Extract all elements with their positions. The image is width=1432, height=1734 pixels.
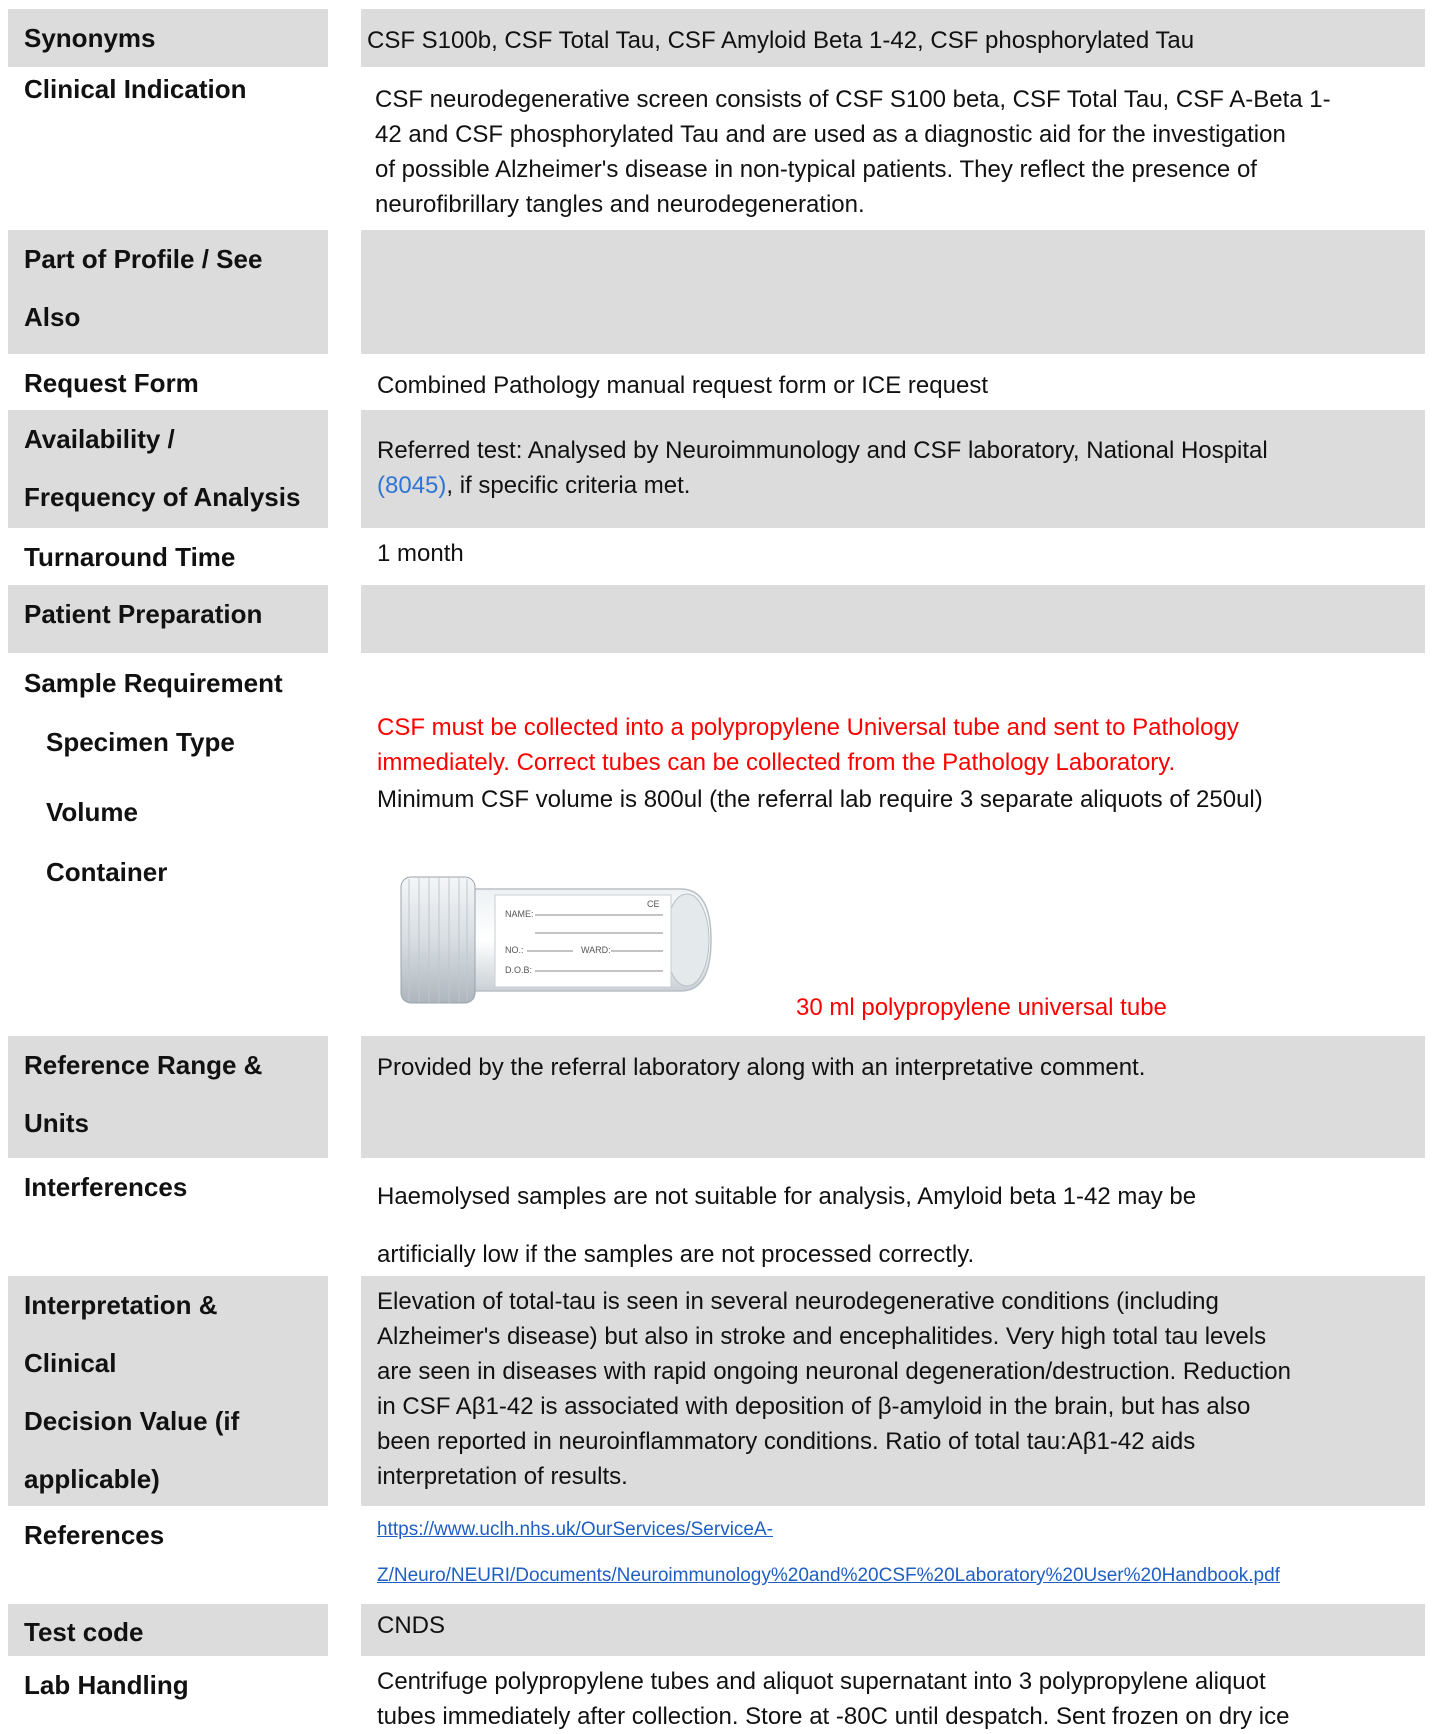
tube-label-ward: WARD: [581, 945, 611, 955]
interferences-line: artificially low if the samples are not processed correctly. [377, 1241, 975, 1268]
label-availability-line: Frequency of Analysis [24, 482, 301, 512]
lab-handling-line: tubes immediately after collection. Store at -80C until despatch. Sent frozen on dry ice [377, 1703, 1290, 1730]
label-references: References [24, 1520, 165, 1550]
row-turnaround [0, 528, 1432, 584]
tube-label-name: NAME: [505, 909, 534, 919]
value-profile [361, 230, 1425, 354]
value-lab-handling [361, 1664, 1425, 1734]
label-interpretation-line: Interpretation & [24, 1290, 218, 1320]
row-references [0, 1506, 1432, 1600]
value-patient-preparation [361, 585, 1425, 653]
lab-code-link[interactable]: (8045) [377, 472, 447, 499]
value-interpretation [361, 1276, 1425, 1506]
row-test-code [0, 1604, 1432, 1656]
reference-url-link[interactable]: https://www.uclh.nhs.uk/OurServices/ServiceA- [377, 1519, 773, 1540]
label-interpretation [8, 1276, 328, 1506]
label-test-code: Test code [8, 1604, 328, 1656]
availability-line: Referred test: Analysed by Neuroimmunology and CSF laboratory, National Hospital [377, 437, 1268, 464]
label-interpretation-line: applicable) [24, 1464, 160, 1494]
clinical-indication-line: 42 and CSF phosphorylated Tau and are used as a diagnostic aid for the investigation [375, 121, 1286, 148]
label-sample-requirement: Sample Requirement [24, 668, 283, 698]
value-test-code: CNDS [361, 1604, 1425, 1656]
specimen-type-line: immediately. Correct tubes can be collected from the Pathology Laboratory. [377, 749, 1176, 776]
row-availability [0, 410, 1432, 528]
label-profile [8, 230, 328, 354]
label-interpretation-line: Decision Value (if [24, 1406, 240, 1436]
interpretation-line: are seen in diseases with rapid ongoing neuronal degeneration/destruction. Reduction [377, 1358, 1291, 1385]
clinical-indication-line: of possible Alzheimer's disease in non-typical patients. They reflect the presence of [375, 156, 1257, 183]
clinical-indication-line: CSF neurodegenerative screen consists of CSF S100 beta, CSF Total Tau, CSF A-Beta 1- [375, 86, 1331, 113]
row-patient-preparation [0, 585, 1432, 653]
value-references [361, 1510, 1425, 1594]
label-reference-range-line: Reference Range & [24, 1050, 263, 1080]
label-interpretation-line: Clinical [24, 1348, 117, 1378]
specimen-type-line: CSF must be collected into a polypropylene Universal tube and sent to Pathology [377, 714, 1239, 741]
availability-line-rest: , if specific criteria met. [446, 472, 691, 499]
label-profile-line: Also [24, 302, 81, 332]
label-volume: Volume [46, 797, 138, 827]
row-synonyms [0, 9, 1432, 67]
label-clinical-indication: Clinical Indication [24, 74, 247, 104]
row-lab-handling [0, 1656, 1432, 1730]
label-lab-handling: Lab Handling [24, 1670, 189, 1700]
row-interpretation [0, 1276, 1432, 1506]
value-turnaround: 1 month [377, 540, 464, 567]
label-availability-line: Availability / [24, 424, 175, 454]
row-clinical-indication [0, 67, 1432, 227]
value-clinical-indication [361, 82, 1425, 222]
row-sample-requirement [0, 653, 1432, 1036]
label-container: Container [46, 857, 168, 887]
interpretation-line: in CSF Aβ1-42 is associated with deposition of β-amyloid in the brain, but has also [377, 1393, 1251, 1420]
tube-caption: 30 ml polypropylene universal tube [796, 994, 1167, 1021]
value-specimen-type [361, 710, 1425, 780]
clinical-indication-line: neurofibrillary tangles and neurodegeneration. [375, 191, 865, 218]
value-reference-range: Provided by the referral laboratory along with an interpretative comment. [361, 1036, 1425, 1158]
tube-label-no: NO.: [505, 945, 524, 955]
label-specimen-type: Specimen Type [46, 727, 235, 757]
row-profile [0, 230, 1432, 354]
label-request-form: Request Form [24, 368, 199, 398]
row-interferences [0, 1158, 1432, 1276]
label-availability [8, 410, 328, 528]
reference-url-link[interactable]: Z/Neuro/NEURI/Documents/Neuroimmunology%20and%20CSF%20Laboratory%20User%20Handbook.pdf [377, 1565, 1280, 1586]
label-interferences: Interferences [24, 1172, 188, 1202]
label-profile-line: Part of Profile / See [24, 244, 263, 274]
label-patient-preparation: Patient Preparation [8, 585, 328, 653]
universal-tube-image [395, 865, 715, 1015]
row-request-form [0, 354, 1432, 410]
label-reference-range-line: Units [24, 1108, 89, 1138]
interpretation-line: been reported in neuroinflammatory conditions. Ratio of total tau:Aβ1-42 aids [377, 1428, 1196, 1455]
value-request-form: Combined Pathology manual request form or ICE request [377, 372, 988, 399]
value-volume: Minimum CSF volume is 800ul (the referral lab require 3 separate aliquots of 250ul) [377, 786, 1263, 813]
label-turnaround: Turnaround Time [24, 542, 236, 572]
interpretation-line: Alzheimer's disease) but also in stroke and encephalitides. Very high total tau levels [377, 1323, 1267, 1350]
lab-handling-line: Centrifuge polypropylene tubes and aliquot supernatant into 3 polypropylene aliquot [377, 1668, 1266, 1695]
interpretation-line: Elevation of total-tau is seen in several neurodegenerative conditions (including [377, 1288, 1219, 1315]
ce-mark: CE [647, 899, 660, 909]
value-interferences [361, 1168, 1425, 1284]
interferences-line: Haemolysed samples are not suitable for analysis, Amyloid beta 1-42 may be [377, 1183, 1197, 1210]
availability-line [377, 468, 1425, 503]
interpretation-line: interpretation of results. [377, 1463, 628, 1490]
label-reference-range [8, 1036, 328, 1158]
value-synonyms: CSF S100b, CSF Total Tau, CSF Amyloid Beta 1-42, CSF phosphorylated Tau [361, 9, 1425, 67]
row-reference-range [0, 1036, 1432, 1158]
value-availability [361, 410, 1425, 528]
tube-label-dob: D.O.B: [505, 965, 533, 975]
label-synonyms: Synonyms [8, 9, 328, 67]
